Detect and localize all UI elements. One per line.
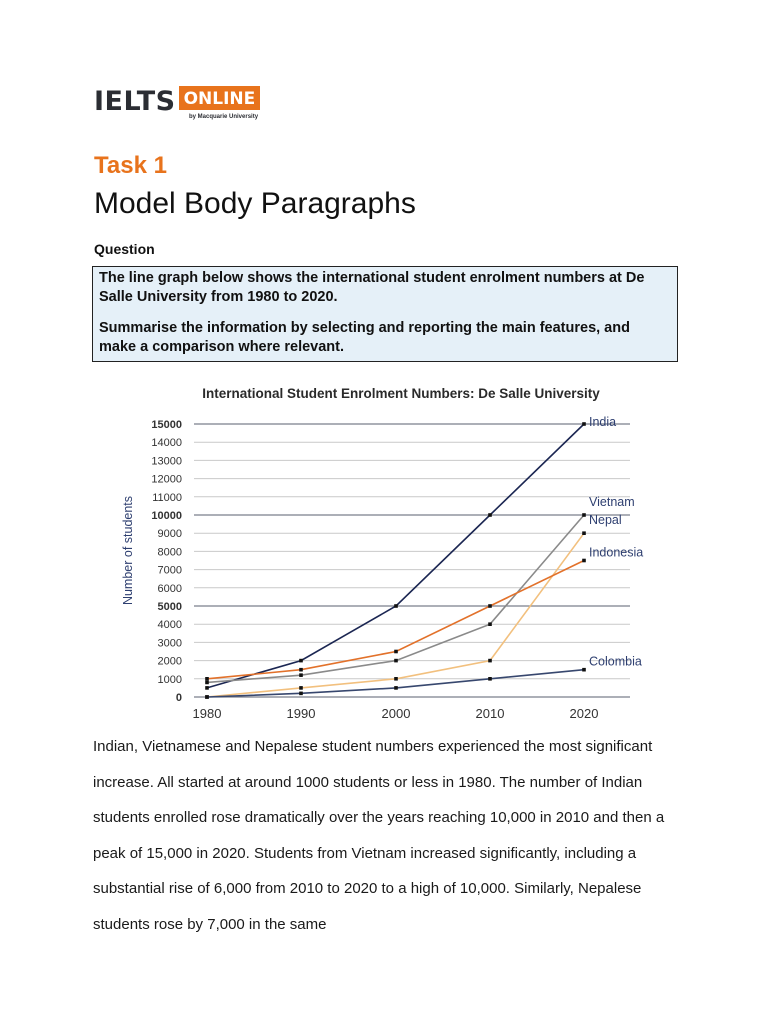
series-label: India bbox=[589, 415, 617, 429]
series-label: Indonesia bbox=[589, 545, 644, 560]
data-point bbox=[394, 604, 398, 608]
y-tick-label: 9000 bbox=[157, 528, 182, 541]
y-tick-label: 7000 bbox=[157, 564, 182, 577]
y-tick-label: 4000 bbox=[157, 619, 182, 632]
question-label: Question bbox=[94, 241, 155, 257]
chart-svg bbox=[112, 378, 660, 723]
data-point bbox=[299, 692, 303, 696]
data-point bbox=[299, 686, 303, 690]
y-axis-label: Number of students bbox=[121, 495, 135, 606]
y-tick-label: 3000 bbox=[157, 637, 182, 650]
y-tick-label: 13000 bbox=[151, 455, 182, 468]
x-tick-label: 2000 bbox=[381, 706, 411, 721]
y-tick-label: 5000 bbox=[157, 601, 182, 613]
x-tick-label: 1980 bbox=[192, 706, 222, 721]
y-tick-label: 15000 bbox=[151, 419, 182, 431]
task-label: Task 1 bbox=[94, 152, 167, 179]
data-point bbox=[205, 686, 209, 690]
y-tick-label: 11000 bbox=[152, 491, 182, 504]
data-point bbox=[488, 604, 492, 608]
series-label: Nepal bbox=[589, 513, 622, 528]
data-point bbox=[488, 677, 492, 681]
logo-tagline: by Macquarie University bbox=[189, 114, 259, 120]
question-paragraph-2: Summarise the information by selecting and reporting the main features, and make a comparison where relevant. bbox=[99, 320, 630, 355]
y-tick-label: 1000 bbox=[157, 673, 182, 686]
series-line bbox=[207, 533, 584, 697]
body-paragraph: Indian, Vietnamese and Nepalese student numbers experienced the most significant increase. All started at around 1000 students or less in 1980. The number of Indian students enrolled rose dramatically over the years reaching 10,000 in 2010 and then a peak of 15,000 in 2020. Students from Vietnam increased significantly, including a substantial rise of 6,000 from 2010 to 2020 to a high of 10,000. Similarly, Nepalese students rose by 7,000 in the same bbox=[93, 738, 665, 933]
data-point bbox=[394, 686, 398, 690]
series-line bbox=[207, 424, 584, 688]
chart-title: International Student Enrolment Numbers: De Salle University bbox=[202, 386, 600, 401]
y-tick-label: 0 bbox=[175, 692, 182, 704]
x-tick-label: 1990 bbox=[286, 706, 316, 721]
y-tick-label: 2000 bbox=[157, 655, 182, 668]
logo-brand: IELTS bbox=[94, 86, 176, 117]
question-paragraph-1: The line graph below shows the international student enrolment numbers at De Salle University from 1980 to 2020. bbox=[99, 270, 645, 305]
y-tick-label: 14000 bbox=[151, 437, 182, 450]
data-point bbox=[394, 677, 398, 681]
data-point bbox=[205, 695, 209, 699]
data-point bbox=[488, 659, 492, 663]
logo-badge: ONLINE bbox=[179, 86, 261, 110]
data-point bbox=[299, 668, 303, 672]
y-tick-label: 8000 bbox=[157, 546, 182, 559]
data-point bbox=[582, 668, 586, 672]
data-point bbox=[299, 673, 303, 677]
x-tick-label: 2020 bbox=[569, 706, 599, 721]
line-chart bbox=[112, 378, 660, 723]
data-point bbox=[205, 677, 209, 681]
y-tick-label: 6000 bbox=[157, 582, 182, 595]
y-tick-label: 10000 bbox=[151, 510, 182, 522]
data-point bbox=[488, 622, 492, 626]
series-label: Colombia bbox=[589, 654, 642, 669]
data-point bbox=[299, 659, 303, 663]
x-tick-label: 2010 bbox=[475, 706, 505, 721]
data-point bbox=[582, 531, 586, 535]
series-line bbox=[207, 515, 584, 682]
y-tick-label: 12000 bbox=[151, 473, 182, 486]
data-point bbox=[394, 650, 398, 654]
data-point bbox=[582, 513, 586, 517]
data-point bbox=[582, 559, 586, 563]
question-box bbox=[92, 266, 678, 362]
data-point bbox=[582, 422, 586, 426]
page-title: Model Body Paragraphs bbox=[94, 187, 416, 220]
data-point bbox=[205, 681, 209, 685]
data-point bbox=[394, 659, 398, 663]
series-label: Vietnam bbox=[589, 495, 635, 509]
data-point bbox=[488, 513, 492, 517]
